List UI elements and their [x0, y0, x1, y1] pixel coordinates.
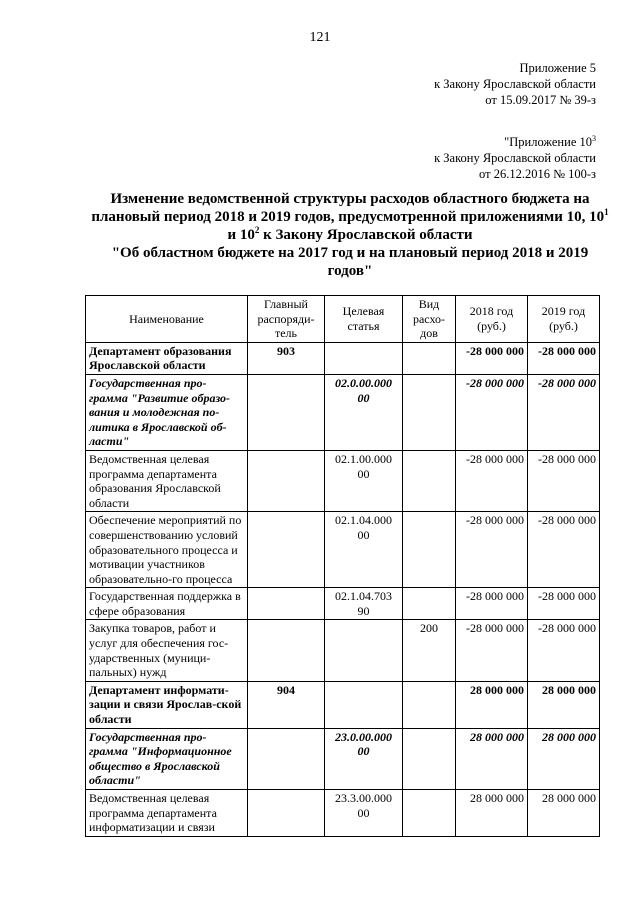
- row-name: Государственная поддержка в сфере образования: [86, 588, 248, 620]
- title-part2: и 10: [227, 227, 255, 243]
- row-2019: -28 000 000: [528, 342, 600, 374]
- row-admin: [248, 620, 325, 681]
- table-row: [86, 681, 600, 728]
- appendix-5-line3: от 15.09.2017 № 39-з: [485, 93, 596, 107]
- title-law-name: "Об областном бюджете на 2017 год и на плановый период 2018 и 2019 годов": [111, 245, 589, 279]
- row-2018: -28 000 000: [456, 450, 528, 511]
- row-target: [325, 342, 403, 374]
- table-row: [86, 588, 600, 620]
- appendix-10-line3: от 26.12.2016 № 100-з: [479, 167, 596, 181]
- row-name: Ведомственная целевая программа департамента информатизации и связи: [86, 790, 248, 837]
- row-name: Государственная про-грамма "Информационное общество в Ярославской области": [86, 728, 248, 789]
- row-exp-type: [403, 681, 456, 728]
- row-name: Департамент образования Ярославской области: [86, 342, 248, 374]
- page-number: 121: [309, 30, 331, 45]
- appendix-5-line1: Приложение 5: [519, 61, 596, 75]
- table-row: [86, 620, 600, 681]
- appendix-10-line1-text: "Приложение 10: [504, 135, 592, 149]
- row-admin: 903: [248, 342, 325, 374]
- row-2018: -28 000 000: [456, 374, 528, 450]
- appendix-5-header: [434, 60, 596, 108]
- row-exp-type: [403, 450, 456, 511]
- table-header-row: [86, 296, 600, 343]
- row-name: Ведомственная целевая программа департамента образования Ярославской области: [86, 450, 248, 511]
- row-2019: -28 000 000: [528, 374, 600, 450]
- row-2019: 28 000 000: [528, 728, 600, 789]
- row-exp-type: [403, 342, 456, 374]
- row-2018: -28 000 000: [456, 620, 528, 681]
- row-2018: -28 000 000: [456, 588, 528, 620]
- row-2018: -28 000 000: [456, 342, 528, 374]
- header-target: Целевая статья: [325, 296, 403, 343]
- header-2019: 2019 год (руб.): [528, 296, 600, 343]
- table-row: [86, 374, 600, 450]
- row-admin: 904: [248, 681, 325, 728]
- row-exp-type: [403, 790, 456, 837]
- row-exp-type: [403, 728, 456, 789]
- appendix-10-line2: к Закону Ярославской области: [434, 151, 596, 165]
- row-admin: [248, 450, 325, 511]
- table-row: [86, 450, 600, 511]
- row-target: 02.1.04.703 90: [325, 588, 403, 620]
- row-admin: [248, 512, 325, 588]
- row-target: [325, 620, 403, 681]
- row-name: Обеспечение мероприятий по совершенствованию условий образовательного процесса и мотивации участников образовательно-го процесса: [86, 512, 248, 588]
- table-row: [86, 790, 600, 837]
- title-part3: к Закону Ярославской области: [259, 227, 473, 243]
- appendix-10-superscript: 3: [592, 133, 596, 143]
- row-2018: 28 000 000: [456, 681, 528, 728]
- appendix-10-header: [434, 134, 596, 182]
- row-admin: [248, 728, 325, 789]
- row-exp-type: 200: [403, 620, 456, 681]
- table-row: [86, 342, 600, 374]
- row-2019: -28 000 000: [528, 512, 600, 588]
- row-name: Государственная про-грамма "Развитие образо-вания и молодежная по-литика в Ярославской об-ласти": [86, 374, 248, 450]
- row-exp-type: [403, 512, 456, 588]
- row-name: Департамент информати-зации и связи Ярослав-ской области: [86, 681, 248, 728]
- row-2019: -28 000 000: [528, 588, 600, 620]
- title-main: [90, 190, 610, 244]
- appendix-5-line2: к Закону Ярославской области: [434, 77, 596, 91]
- appendix-10-line1: [434, 134, 596, 150]
- row-target: 02.0.00.000 00: [325, 374, 403, 450]
- title-sup1: 1: [604, 207, 609, 217]
- table-row: [86, 728, 600, 789]
- row-name: Закупка товаров, работ и услуг для обеспечения гос-ударственных (муници-пальных) нужд: [86, 620, 248, 681]
- row-target: [325, 681, 403, 728]
- title-sup2: 2: [254, 225, 260, 235]
- row-2019: 28 000 000: [528, 790, 600, 837]
- row-2019: -28 000 000: [528, 620, 600, 681]
- row-target: 23.0.00.000 00: [325, 728, 403, 789]
- row-admin: [248, 588, 325, 620]
- header-exp-type: Вид расхо-дов: [403, 296, 456, 343]
- row-2018: 28 000 000: [456, 790, 528, 837]
- budget-table: [85, 295, 600, 837]
- row-admin: [248, 374, 325, 450]
- row-target: 23.3.00.000 00: [325, 790, 403, 837]
- row-exp-type: [403, 374, 456, 450]
- row-admin: [248, 790, 325, 837]
- row-2019: -28 000 000: [528, 450, 600, 511]
- row-2018: -28 000 000: [456, 512, 528, 588]
- header-name: Наименование: [86, 296, 248, 343]
- row-2018: 28 000 000: [456, 728, 528, 789]
- table-row: [86, 512, 600, 588]
- header-2018: 2018 год (руб.): [456, 296, 528, 343]
- row-target: 02.1.04.000 00: [325, 512, 403, 588]
- row-2019: 28 000 000: [528, 681, 600, 728]
- title-part1: Изменение ведомственной структуры расходов областного бюджета на плановый период 2018 и 2019 годов, предусмотренной приложениями 10, 10: [91, 191, 605, 225]
- document-title: [90, 190, 610, 280]
- header-admin: Главный распоряди-тель: [248, 296, 325, 343]
- row-exp-type: [403, 588, 456, 620]
- row-target: 02.1.00.000 00: [325, 450, 403, 511]
